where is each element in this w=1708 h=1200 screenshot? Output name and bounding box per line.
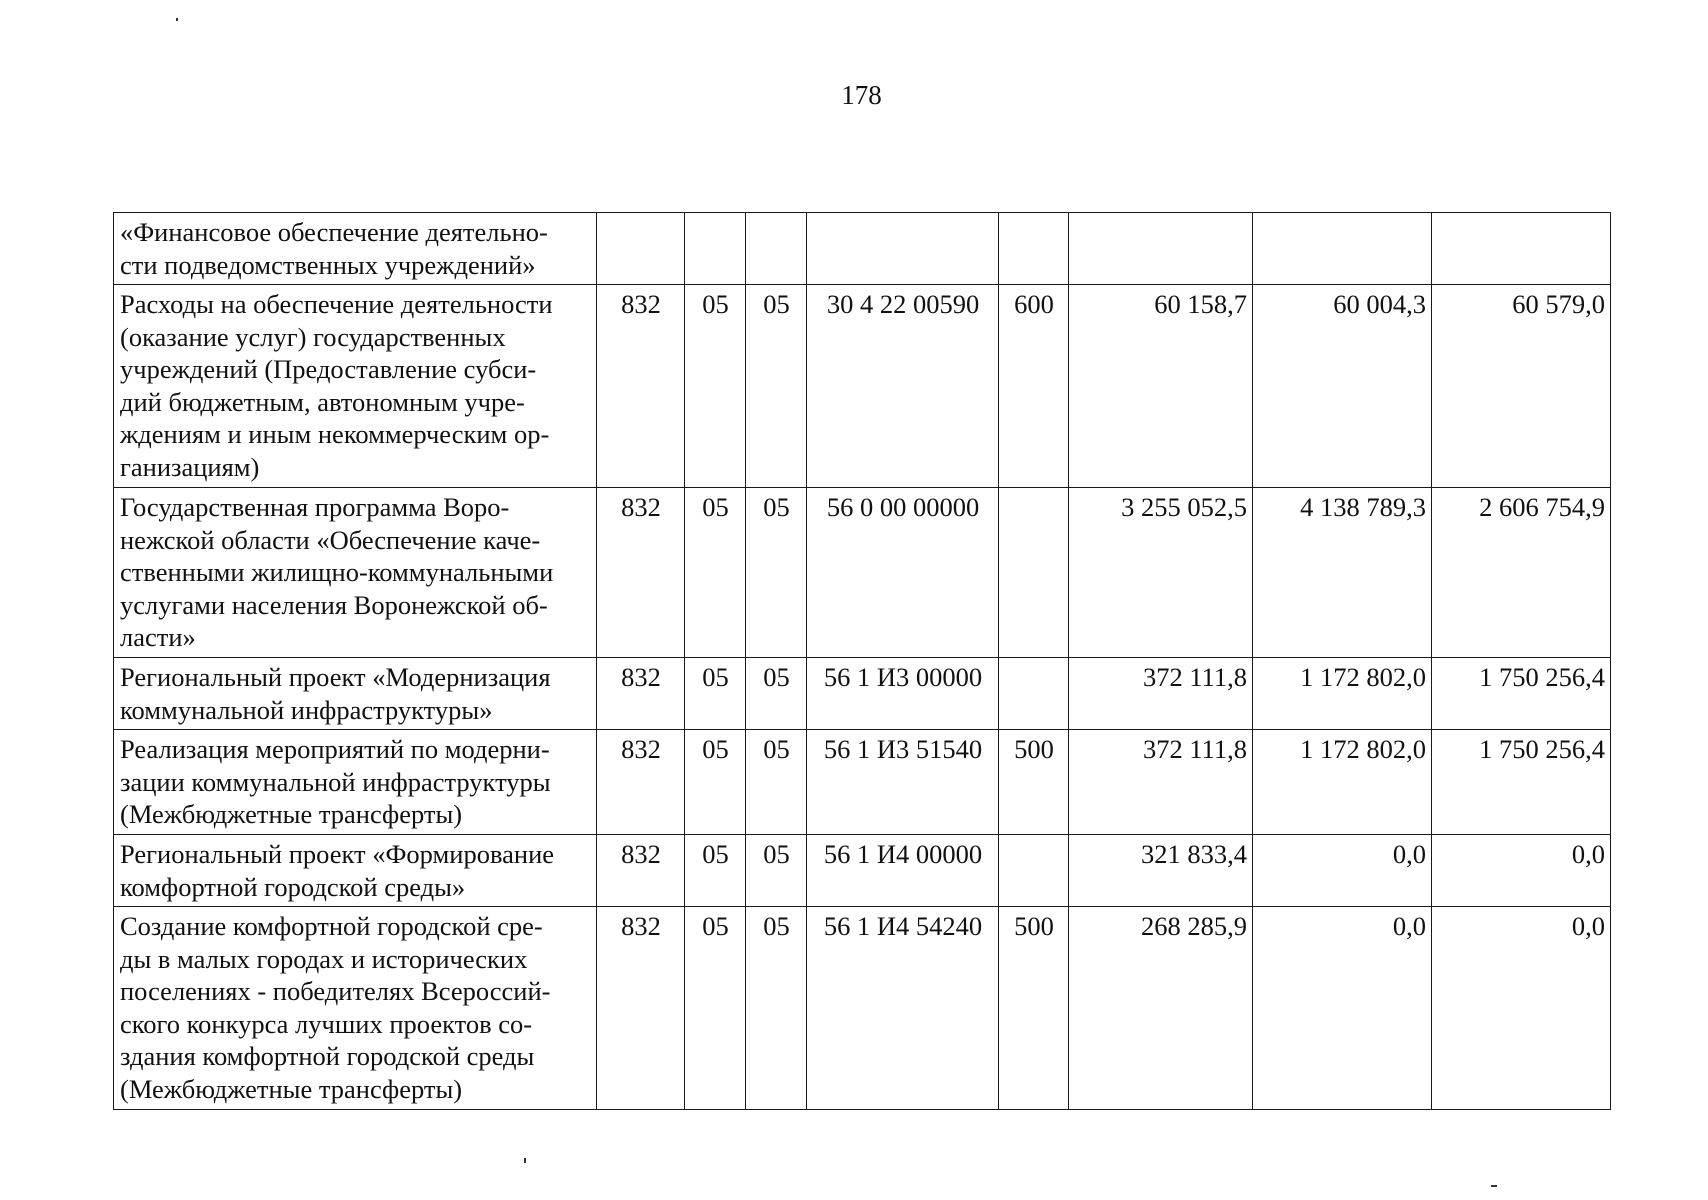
- row-grbs-cell: 832: [597, 488, 685, 658]
- table-row: [114, 907, 1611, 1110]
- row-amount-year2-cell: 4 138 789,3: [1253, 488, 1432, 658]
- row-section-cell: [685, 213, 746, 285]
- row-name-line: (оказание услуг) государственных: [120, 321, 506, 352]
- row-subsection-cell: 05: [746, 285, 807, 488]
- row-expense-type-cell: 500: [999, 907, 1069, 1110]
- scan-speck: [1491, 1185, 1497, 1187]
- row-name-line: здания комфортной городской среды: [120, 1041, 535, 1071]
- row-amount-year1-cell: 321 833,4: [1069, 835, 1253, 907]
- scan-speck: [524, 1158, 526, 1163]
- budget-table: [113, 212, 1611, 1110]
- row-expense-type-cell: [999, 835, 1069, 907]
- row-target-item-cell: 30 4 22 00590: [807, 285, 999, 488]
- row-amount-year2-cell: 1 172 802,0: [1253, 658, 1432, 730]
- row-amount-year1-cell: 268 285,9: [1069, 907, 1253, 1110]
- row-name-line: поселениях - победителях Всероссий-: [120, 976, 551, 1006]
- row-name-line: зации коммунальной инфраструктуры: [120, 766, 551, 797]
- row-amount-year3-cell: 60 579,0: [1432, 285, 1611, 488]
- row-amount-year1-cell: 60 158,7: [1069, 285, 1253, 488]
- row-name-cell: [114, 213, 597, 285]
- row-name-line: Государственная программа Воро-: [120, 492, 510, 522]
- row-grbs-cell: 832: [597, 658, 685, 730]
- row-grbs-cell: 832: [597, 730, 685, 835]
- row-target-item-cell: 56 1 И3 51540: [807, 730, 999, 835]
- row-expense-type-cell: [999, 488, 1069, 658]
- row-expense-type-cell: [999, 658, 1069, 730]
- row-amount-year1-cell: 372 111,8: [1069, 658, 1253, 730]
- table-body: [114, 213, 1611, 1110]
- row-section-cell: 05: [685, 907, 746, 1110]
- row-amount-year3-cell: 0,0: [1432, 907, 1611, 1110]
- row-name-cell: [114, 488, 597, 658]
- row-name-line: Региональный проект «Модернизация: [120, 662, 551, 692]
- row-name-line: Региональный проект «Формирование: [120, 839, 555, 869]
- row-name-line: услугами населения Воронежской об-: [120, 589, 548, 620]
- row-subsection-cell: 05: [746, 488, 807, 658]
- row-section-cell: 05: [685, 488, 746, 658]
- row-name-cell: [114, 285, 597, 488]
- row-amount-year2-cell: 60 004,3: [1253, 285, 1432, 488]
- row-subsection-cell: 05: [746, 907, 807, 1110]
- row-subsection-cell: 05: [746, 730, 807, 835]
- row-amount-year2-cell: [1253, 213, 1432, 285]
- row-name-line: (Межбюджетные трансферты): [120, 1073, 463, 1104]
- table-row: [114, 658, 1611, 730]
- row-expense-type-cell: [999, 213, 1069, 285]
- row-amount-year3-cell: 1 750 256,4: [1432, 658, 1611, 730]
- row-amount-year2-cell: 0,0: [1253, 907, 1432, 1110]
- row-name-cell: [114, 658, 597, 730]
- row-grbs-cell: [597, 213, 685, 285]
- row-name-cell: [114, 730, 597, 835]
- row-name-line: ласти»: [120, 622, 196, 652]
- row-section-cell: 05: [685, 658, 746, 730]
- row-grbs-cell: 832: [597, 285, 685, 488]
- row-amount-year2-cell: 0,0: [1253, 835, 1432, 907]
- table-row: [114, 835, 1611, 907]
- row-amount-year2-cell: 1 172 802,0: [1253, 730, 1432, 835]
- row-amount-year3-cell: [1432, 213, 1611, 285]
- row-amount-year3-cell: 0,0: [1432, 835, 1611, 907]
- row-name-line: Создание комфортной городской сре-: [120, 911, 543, 941]
- table-row: [114, 285, 1611, 488]
- row-amount-year1-cell: [1069, 213, 1253, 285]
- row-name-line: учреждений (Предоставление субси-: [120, 354, 537, 384]
- row-target-item-cell: 56 1 И3 00000: [807, 658, 999, 730]
- row-name-line: коммунальной инфраструктуры»: [120, 694, 493, 725]
- scan-speck: [176, 18, 178, 21]
- row-amount-year3-cell: 1 750 256,4: [1432, 730, 1611, 835]
- row-subsection-cell: 05: [746, 835, 807, 907]
- row-name-line: ственными жилищно-коммунальными: [120, 557, 554, 587]
- row-name-line: сти подведомственных учреждений»: [120, 249, 536, 280]
- row-target-item-cell: 56 1 И4 54240: [807, 907, 999, 1110]
- row-name-line: дий бюджетным, автономным учре-: [120, 386, 525, 417]
- row-amount-year1-cell: 3 255 052,5: [1069, 488, 1253, 658]
- row-section-cell: 05: [685, 285, 746, 488]
- row-name-line: ждениям и иным некоммерческим ор-: [120, 419, 550, 449]
- row-name-line: (Межбюджетные трансферты): [120, 799, 463, 829]
- row-target-item-cell: 56 0 00 00000: [807, 488, 999, 658]
- row-name-line: ганизациям): [120, 451, 260, 482]
- row-name-cell: [114, 835, 597, 907]
- row-name-cell: [114, 907, 597, 1110]
- row-section-cell: 05: [685, 835, 746, 907]
- page-number: 178: [841, 80, 882, 110]
- row-name-line: ского конкурса лучших проектов со-: [120, 1008, 533, 1039]
- row-target-item-cell: 56 1 И4 00000: [807, 835, 999, 907]
- table-row: [114, 730, 1611, 835]
- row-amount-year3-cell: 2 606 754,9: [1432, 488, 1611, 658]
- row-amount-year1-cell: 372 111,8: [1069, 730, 1253, 835]
- row-name-line: ды в малых городах и исторических: [120, 943, 528, 974]
- row-name-line: нежской области «Обеспечение каче-: [120, 524, 541, 555]
- row-grbs-cell: 832: [597, 907, 685, 1110]
- row-name-line: Реализация мероприятий по модерни-: [120, 734, 550, 764]
- row-name-line: Расходы на обеспечение деятельности: [120, 289, 553, 319]
- row-grbs-cell: 832: [597, 835, 685, 907]
- table-row: [114, 213, 1611, 285]
- row-expense-type-cell: 600: [999, 285, 1069, 488]
- row-subsection-cell: 05: [746, 658, 807, 730]
- row-subsection-cell: [746, 213, 807, 285]
- row-target-item-cell: [807, 213, 999, 285]
- table-row: [114, 488, 1611, 658]
- row-section-cell: 05: [685, 730, 746, 835]
- row-name-line: комфортной городской среды»: [120, 871, 466, 902]
- row-expense-type-cell: 500: [999, 730, 1069, 835]
- row-name-line: «Финансовое обеспечение деятельно-: [120, 217, 548, 247]
